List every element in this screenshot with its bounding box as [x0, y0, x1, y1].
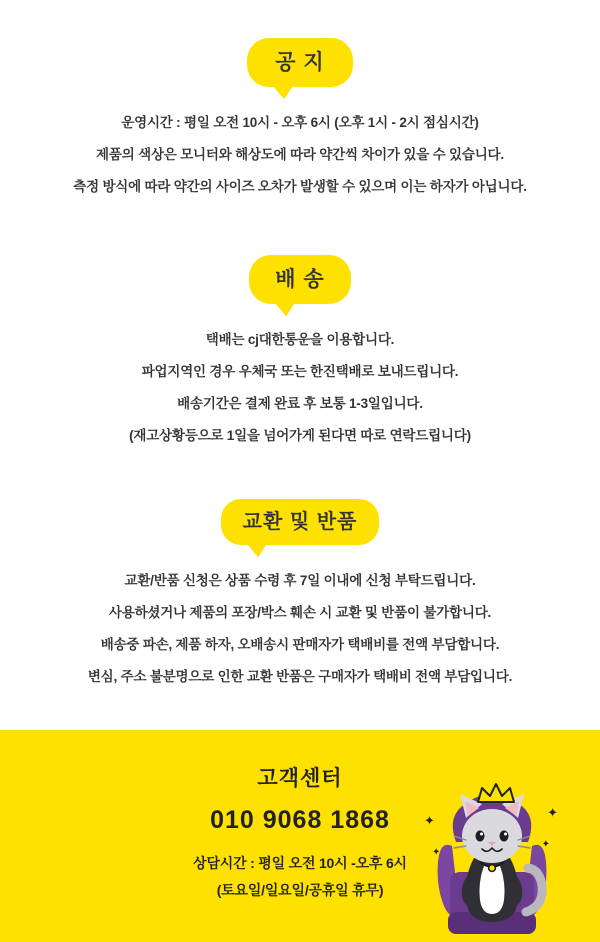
shipping-line: 배송기간은 결제 완료 후 보통 1-3일입니다.	[177, 395, 423, 411]
footer-phone-number[interactable]: 010 9068 1868	[210, 806, 390, 834]
exchange-lines	[0, 571, 600, 688]
notice-line: 제품의 색상은 모니터와 해상도에 따라 약간씩 차이가 있을 수 있습니다.	[96, 146, 504, 162]
customer-center-footer	[0, 730, 600, 942]
notice-lines	[0, 113, 600, 198]
notice-badge-wrap	[0, 38, 600, 87]
shipping-lines	[0, 330, 600, 447]
shipping-badge: 배 송	[249, 255, 350, 304]
cat-illustration	[422, 762, 562, 942]
exchange-line: 변심, 주소 불분명으로 인한 교환 반품은 구매자가 택배비 전액 부담입니다.	[87, 669, 513, 685]
shipping-line: 파업지역인 경우 우체국 또는 한진택배로 보내드립니다.	[141, 363, 459, 379]
exchange-line: 사용하셨거나 제품의 포장/박스 훼손 시 교환 및 반품이 불가합니다.	[108, 605, 492, 621]
shipping-line: (재고상황등으로 1일을 넘어가게 된다면 따로 연락드립니다)	[129, 427, 471, 443]
exchange-badge-wrap	[0, 499, 600, 545]
exchange-line: 배송중 파손, 제품 하자, 오배송시 판매자가 택배비를 전액 부담합니다.	[100, 637, 500, 653]
notice-badge: 공 지	[247, 38, 352, 87]
footer-holiday: (토요일/일요일/공휴일 휴무)	[216, 882, 384, 898]
cat-svg	[422, 762, 562, 942]
notice-line: 운영시간 : 평일 오전 10시 - 오후 6시 (오후 1시 - 2시 점심시간)	[121, 115, 479, 130]
exchange-badge: 교환 및 반품	[221, 499, 380, 545]
sparkle-icon: ✦	[424, 813, 435, 828]
footer-hours: 상담시간 : 평일 오전 10시 -오후 6시	[193, 855, 407, 871]
section-exchange	[0, 457, 600, 688]
shipping-badge-wrap	[0, 255, 600, 304]
shipping-line: 택배는 cj대한통운을 이용합니다.	[205, 331, 395, 347]
sparkle-icon: ✦	[432, 847, 441, 858]
section-notice	[0, 0, 600, 198]
sparkle-icon: ✦	[547, 805, 558, 820]
notice-line: 측정 방식에 따라 약간의 사이즈 오차가 발생할 수 있으며 이는 하자가 아닙니다.	[73, 178, 527, 194]
sparkle-icon: ✦	[541, 839, 550, 850]
footer-title: 고객센터	[257, 767, 343, 790]
exchange-line: 교환/반품 신청은 상품 수령 후 7일 이내에 신청 부탁드립니다.	[124, 573, 476, 589]
section-shipping	[0, 209, 600, 447]
